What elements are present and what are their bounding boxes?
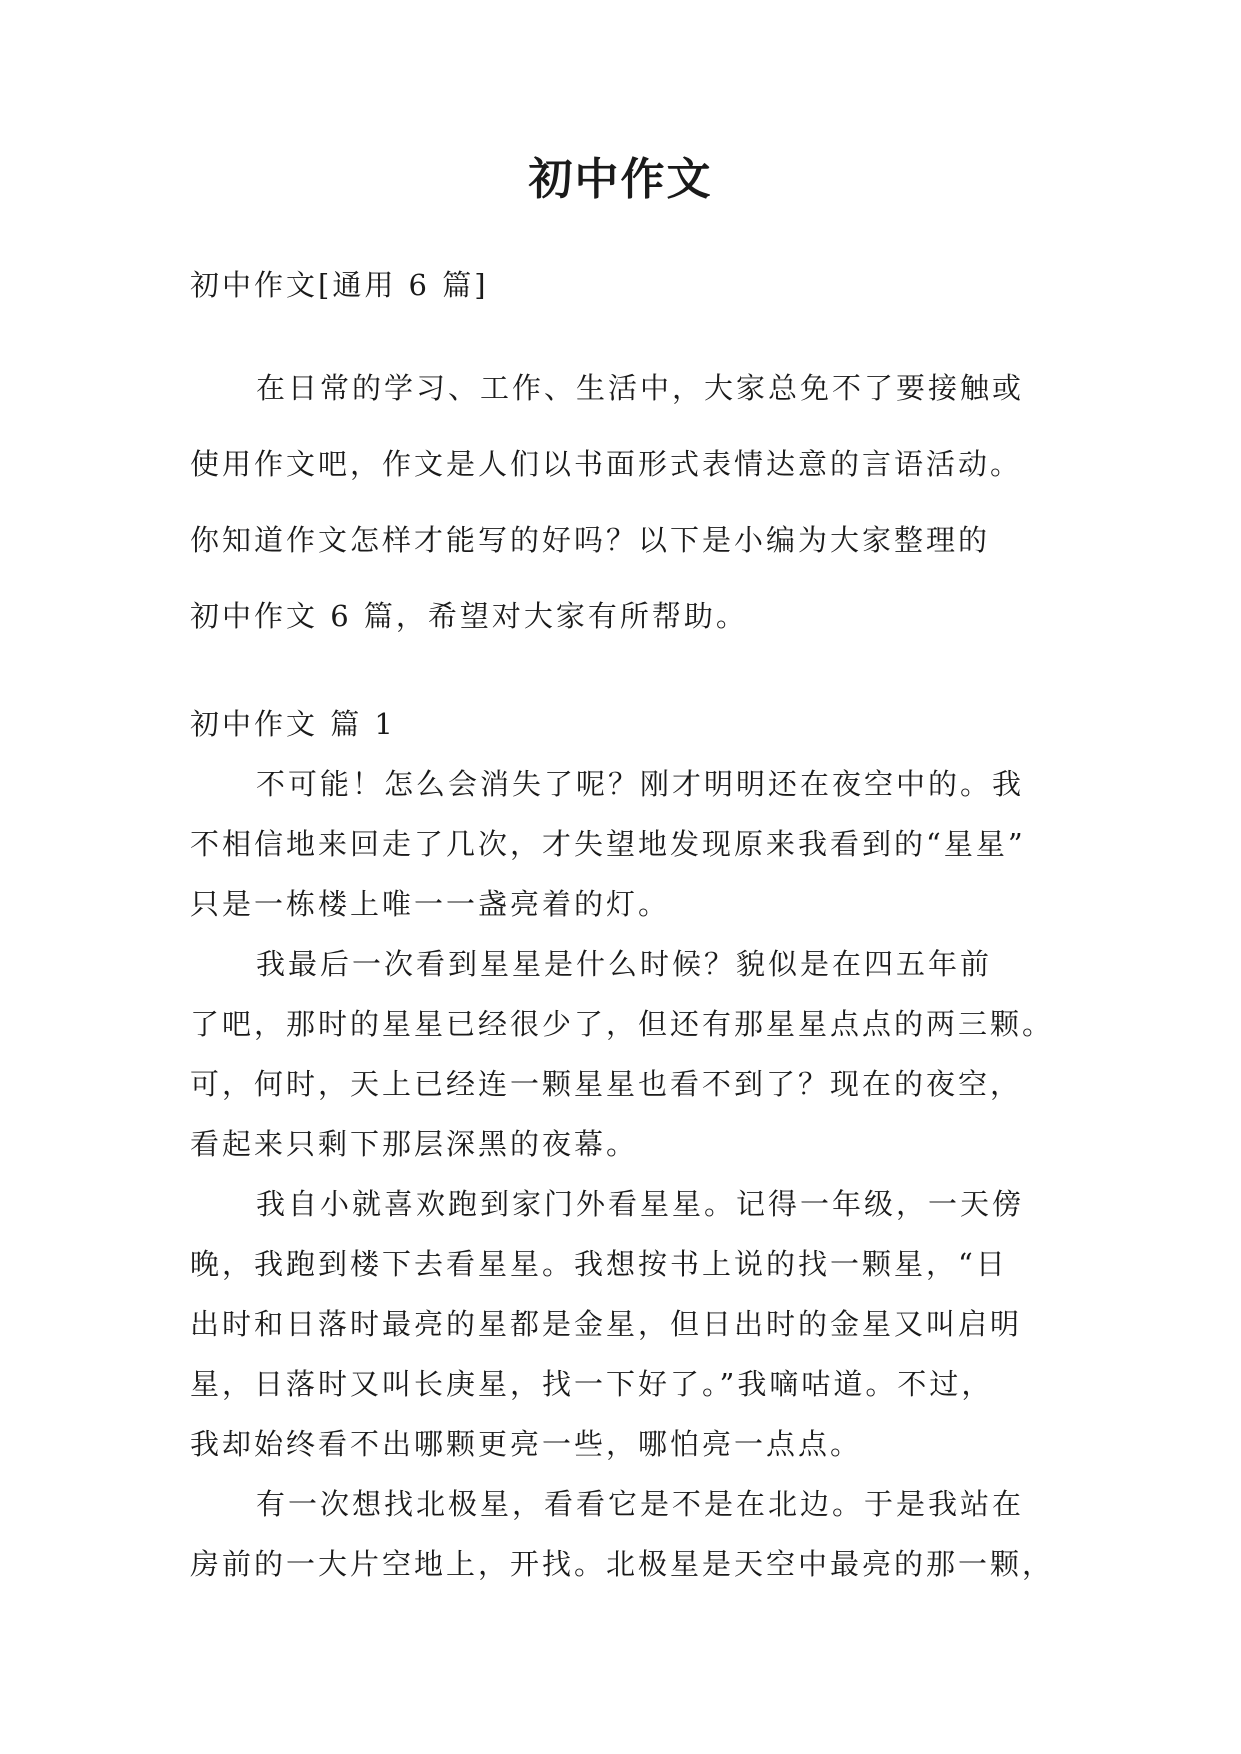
document-title: 初中作文 bbox=[528, 154, 713, 205]
paragraph-line: 出时和日落时最亮的星都是金星，但日出时的金星又叫启明 bbox=[190, 1307, 1023, 1341]
paragraph-line: 我最后一次看到星星是什么时候？貌似是在四五年前 bbox=[256, 947, 993, 981]
paragraph-line: 看起来只剩下那层深黑的夜幕。 bbox=[190, 1127, 639, 1161]
paragraph-line: 我却始终看不出哪颗更亮一些，哪怕亮一点点。 bbox=[190, 1427, 863, 1461]
intro-line: 使用作文吧，作文是人们以书面形式表情达意的言语活动。 bbox=[190, 447, 1023, 481]
paragraph-line: 可，何时，天上已经连一颗星星也看不到了？现在的夜空， bbox=[190, 1067, 1023, 1101]
paragraph-line: 晚，我跑到楼下去看星星。我想按书上说的找一颗星，“日 bbox=[190, 1247, 1008, 1281]
paragraph-line: 只是一栋楼上唯一一盏亮着的灯。 bbox=[190, 887, 671, 921]
intro-line: 初中作文 6 篇，希望对大家有所帮助。 bbox=[190, 599, 748, 633]
paragraph-line: 星，日落时又叫长庚星，找一下好了。”我嘀咕道。不过， bbox=[190, 1367, 994, 1401]
paragraph-line: 不相信地来回走了几次，才失望地发现原来我看到的“星星” bbox=[190, 827, 1026, 861]
paragraph-line: 我自小就喜欢跑到家门外看星星。记得一年级，一天傍 bbox=[256, 1187, 1025, 1221]
intro-line: 你知道作文怎样才能写的好吗？以下是小编为大家整理的 bbox=[190, 523, 991, 557]
paragraph-line: 不可能！怎么会消失了呢？刚才明明还在夜空中的。我 bbox=[256, 767, 1025, 801]
section-heading: 初中作文 篇 1 bbox=[190, 707, 396, 741]
intro-line: 在日常的学习、工作、生活中，大家总免不了要接触或 bbox=[256, 371, 1025, 405]
paragraph-line: 房前的一大片空地上，开找。北极星是天空中最亮的那一颗， bbox=[190, 1547, 1055, 1581]
document-subtitle: 初中作文[通用 6 篇] bbox=[190, 268, 489, 302]
paragraph-line: 有一次想找北极星，看看它是不是在北边。于是我站在 bbox=[256, 1487, 1025, 1521]
paragraph-line: 了吧，那时的星星已经很少了，但还有那星星点点的两三颗。 bbox=[190, 1007, 1055, 1041]
